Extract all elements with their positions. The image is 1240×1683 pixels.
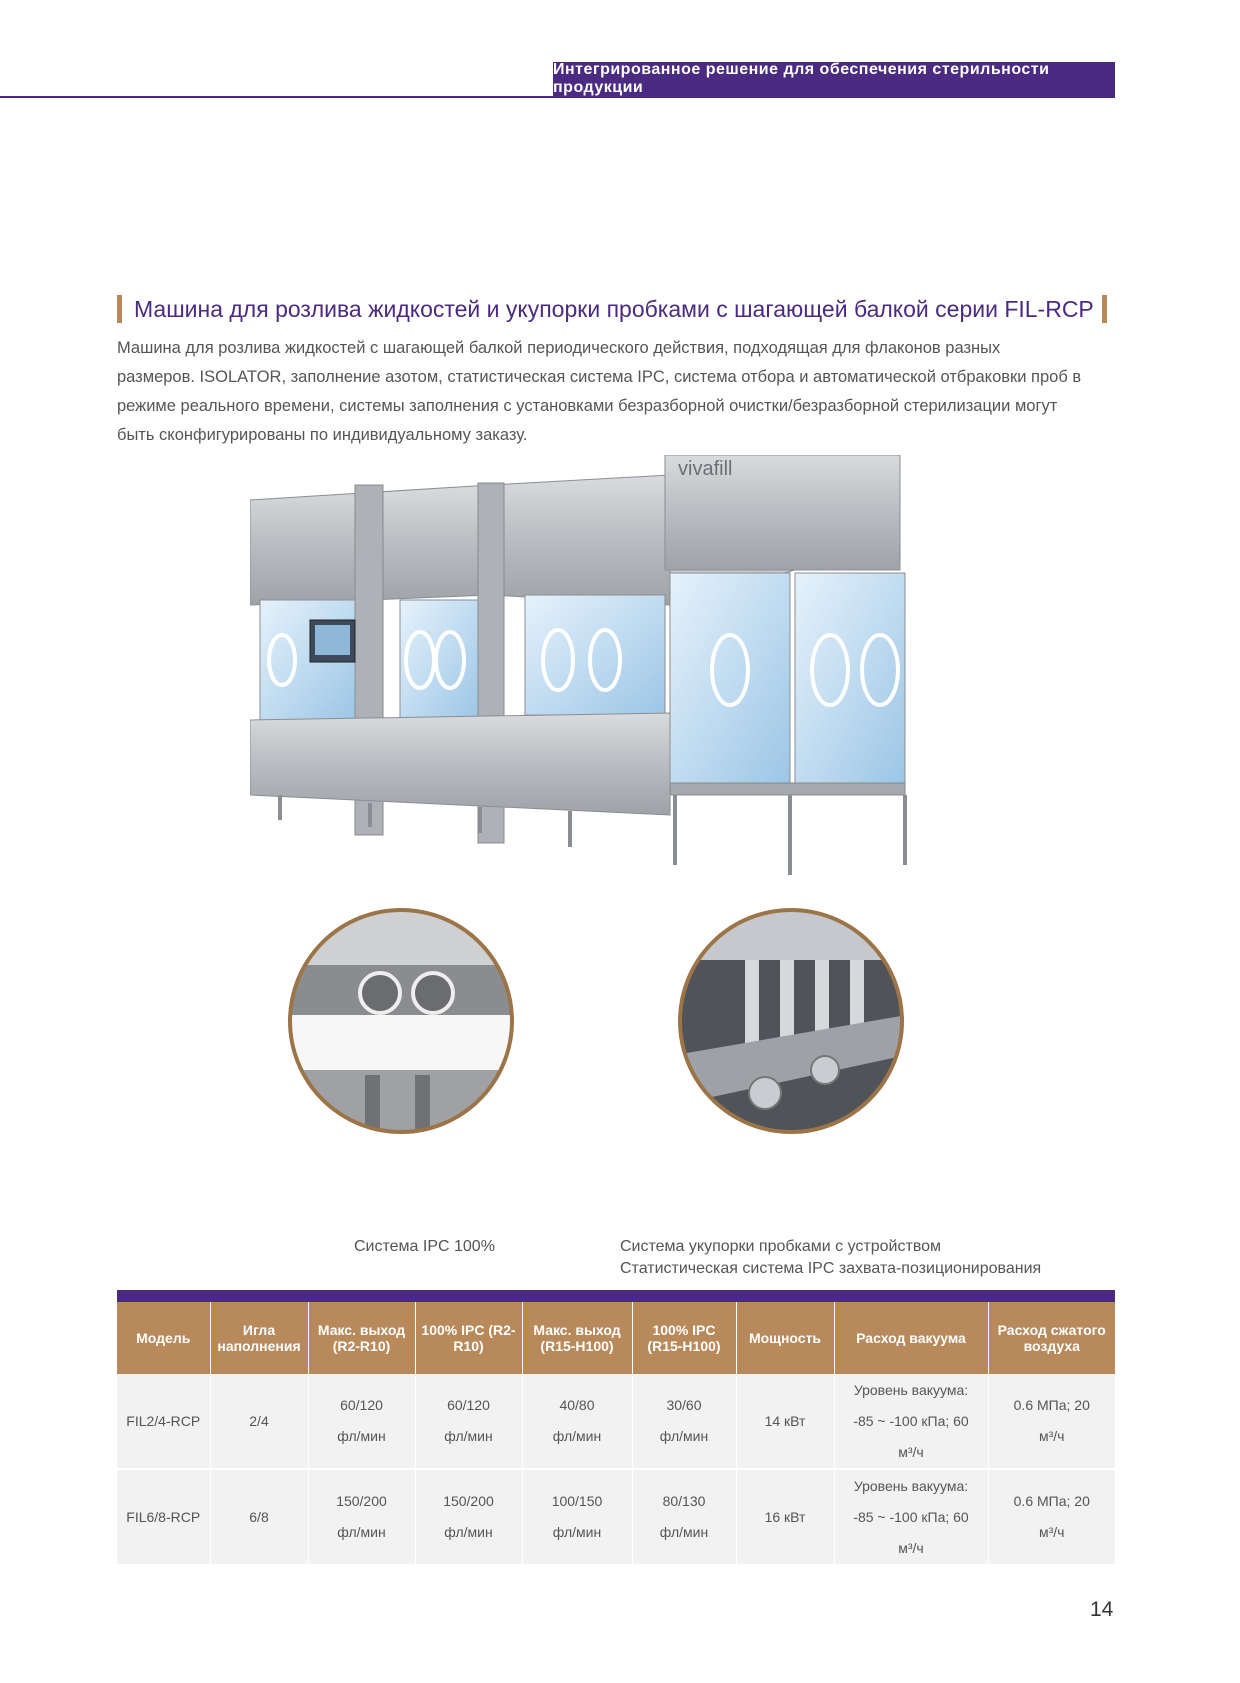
section-title (117, 292, 1117, 326)
caption-line: Статистическая система IPC захвата-позиционирования (620, 1260, 1042, 1277)
stoppering-system-image (675, 905, 907, 1137)
table-row (117, 1374, 1115, 1469)
table-header-row (117, 1296, 1115, 1374)
cell-needle: 2/4 (210, 1374, 308, 1469)
column-header: Расход сжатого воздуха (988, 1296, 1115, 1374)
table-row (117, 1469, 1115, 1564)
title-accent-right (1102, 295, 1107, 323)
column-header: 100% IPC (R2-R10) (415, 1296, 522, 1374)
cell-compressed-air: 0.6 МПа; 20 м³/ч (988, 1374, 1115, 1469)
cell-ipc-r15: 80/130 фл/мин (632, 1469, 736, 1564)
cell-ipc-r15: 30/60 фл/мин (632, 1374, 736, 1469)
column-header: 100% IPC (R15-H100) (632, 1296, 736, 1374)
cell-max-output-r15: 40/80 фл/мин (522, 1374, 632, 1469)
column-header: Модель (117, 1296, 210, 1374)
cell-compressed-air: 0.6 МПа; 20 м³/ч (988, 1469, 1115, 1564)
section-description (117, 334, 1115, 450)
section-title-text: Машина для розлива жидкостей и укупорки пробками с шагающей балкой серии FIL-RCP (134, 295, 1094, 322)
title-accent-left (117, 295, 122, 323)
cell-model: FIL6/8-RCP (117, 1469, 210, 1564)
column-header: Макс. выход (R15-H100) (522, 1296, 632, 1374)
page-number: 14 (1090, 1598, 1114, 1621)
cell-max-output-r2: 60/120 фл/мин (308, 1374, 415, 1469)
description-line: размеров. ISOLATOR, заполнение азотом, статистическая система IPC, система отбора и автоматической отбраковки проб в (117, 368, 1082, 386)
header-banner: Интегрированное решение для обеспечения стерильности продукции (553, 62, 1115, 96)
cell-power: 16 кВт (736, 1469, 834, 1564)
cell-ipc-r2: 150/200 фл/мин (415, 1469, 522, 1564)
machine-illustration (250, 455, 980, 945)
header-rule (0, 96, 1115, 98)
caption-ipc-system: Система IPC 100% (354, 1238, 495, 1255)
description-line: Машина для розлива жидкостей с шагающей балкой периодического действия, подходящая для флаконов разных (117, 339, 1001, 357)
cell-vacuum: Уровень вакуума: -85 ~ -100 кПа; 60 м³/ч (834, 1469, 988, 1564)
cell-vacuum: Уровень вакуума: -85 ~ -100 кПа; 60 м³/ч (834, 1374, 988, 1469)
specification-table (117, 1290, 1115, 1564)
column-header: Макс. выход (R2-R10) (308, 1296, 415, 1374)
cell-power: 14 кВт (736, 1374, 834, 1469)
caption-line: Система укупорки пробками с устройством (620, 1238, 942, 1255)
description-line: режиме реального времени, системы заполнения с установками безразборной очистки/безразборной стерилизации могут (117, 397, 1058, 415)
cell-max-output-r2: 150/200 фл/мин (308, 1469, 415, 1564)
column-header: Расход вакуума (834, 1296, 988, 1374)
description-line: быть сконфигурированы по индивидуальному заказу. (117, 426, 528, 444)
column-header: Игла наполнения (210, 1296, 308, 1374)
machine-brand-logo: vivafill (678, 458, 733, 480)
cell-max-output-r15: 100/150 фл/мин (522, 1469, 632, 1564)
caption-stoppering-system (620, 1236, 1041, 1280)
cell-ipc-r2: 60/120 фл/мин (415, 1374, 522, 1469)
ipc-system-image (285, 905, 517, 1137)
cell-needle: 6/8 (210, 1469, 308, 1564)
column-header: Мощность (736, 1296, 834, 1374)
cell-model: FIL2/4-RCP (117, 1374, 210, 1469)
